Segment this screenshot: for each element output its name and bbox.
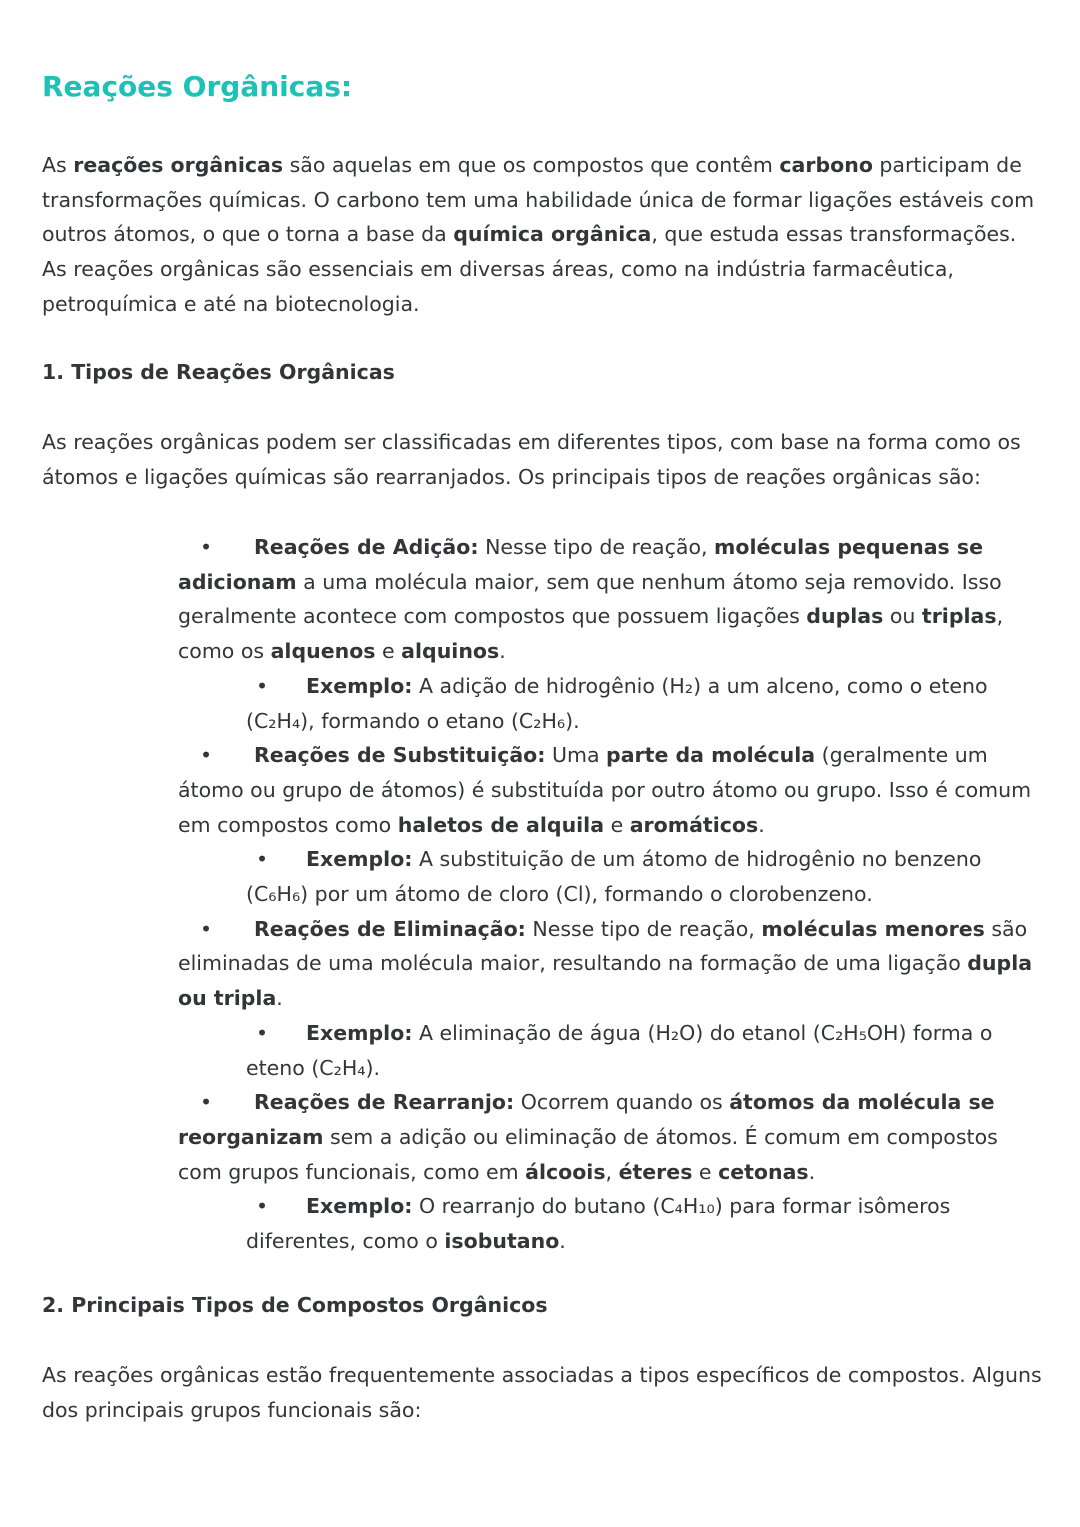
item-text: Nesse tipo de reação, (525, 916, 762, 941)
item-text: a uma molécula maior, sem que nenhum átomo seja removido. Isso geralmente acontece com compostos que possuem ligações (178, 569, 1002, 629)
item-bold: moléculas pequenas se adicionam (178, 535, 983, 594)
intro-text-1: As (42, 153, 74, 177)
example-label: Exemplo: (306, 1194, 413, 1219)
item-text: e (692, 1159, 719, 1184)
item-bold: haletos de alquila (397, 812, 605, 837)
intro-text-2: são aquelas em que os compostos que contêm (283, 153, 780, 177)
bullet-icon: • (200, 743, 213, 768)
item-bold: aromáticos (629, 812, 759, 837)
item-bold: moléculas menores (761, 916, 985, 941)
list-item-adicao (178, 530, 1038, 669)
item-text: sem a adição ou eliminação de átomos. É comum em compostos com grupos funcionais, como em (178, 1124, 998, 1184)
intro-text-4: , que estuda essas transformações. As reações orgânicas são essenciais em diversas áreas, como na indústria farmacêutica, petroquímica e até na biotecnologia. (42, 222, 1017, 316)
example-label: Exemplo: (306, 847, 413, 872)
example-text: O rearranjo do butano (C₄H₁₀) para formar isômeros diferentes, como o (246, 1194, 951, 1254)
item-text: ou (883, 604, 922, 629)
list-item-substituicao (178, 738, 1038, 842)
intro-bold-1: reações orgânicas (73, 153, 284, 177)
item-text: Nesse tipo de reação, (478, 535, 715, 559)
section-1-paragraph: As reações orgânicas podem ser classificadas em diferentes tipos, com base na forma como os átomos e ligações químicas são rearranjados. Os principais tipos de reações orgânicas são: (42, 430, 1021, 489)
section-2-paragraph: As reações orgânicas estão frequentemente associadas a tipos específicos de compostos. Alguns dos principais grupos funcionais são: (42, 1363, 1042, 1422)
bullet-icon: • (256, 1020, 269, 1045)
item-bold: duplas (806, 604, 884, 629)
example-item-adicao (246, 669, 1026, 738)
item-text: , (605, 1159, 619, 1184)
item-text: Ocorrem quando os (514, 1090, 730, 1115)
example-label: Exemplo: (306, 673, 413, 698)
item-text: . (276, 986, 283, 1011)
bullet-icon: • (256, 673, 269, 698)
item-text: . (808, 1159, 816, 1184)
item-bold: dupla ou tripla (178, 951, 1033, 1011)
item-bold: alquinos (401, 639, 500, 664)
item-label: Reações de Rearranjo: (254, 1090, 515, 1115)
example-item-rearranjo (246, 1189, 1026, 1258)
example-bold: isobutano (444, 1229, 560, 1254)
item-text: , como os (178, 604, 1004, 664)
section-1-heading: 1. Tipos de Reações Orgânicas (42, 360, 395, 384)
item-bold: átomos da molécula se reorganizam (178, 1090, 995, 1149)
page-title: Reações Orgânicas: (42, 70, 353, 103)
bullet-icon: • (256, 1194, 269, 1219)
item-text: (geralmente um átomo ou grupo de átomos) é substituída por outro átomo ou grupo. Isso é comum em compostos como (178, 743, 1032, 837)
section-2-heading: 2. Principais Tipos de Compostos Orgânicos (42, 1293, 548, 1317)
item-label: Reações de Adição: (254, 535, 479, 559)
example-item-substituicao (246, 842, 1026, 911)
example-text: A adição de hidrogênio (H₂) a um alceno, como o eteno (C₂H₄), formando o etano (C₂H₆). (246, 673, 988, 733)
example-text: A eliminação de água (H₂O) do etanol (C₂H₅OH) forma o eteno (C₂H₄). (246, 1020, 993, 1080)
example-end: . (559, 1229, 566, 1254)
item-bold: cetonas (718, 1159, 809, 1184)
item-bold: parte da molécula (606, 743, 816, 768)
item-text: . (499, 639, 506, 664)
example-item-eliminacao (246, 1016, 1026, 1085)
item-text: . (758, 812, 765, 837)
bullet-icon: • (200, 916, 213, 941)
example-label: Exemplo: (306, 1020, 413, 1045)
bullet-icon: • (200, 1090, 213, 1115)
bullet-icon: • (256, 847, 269, 872)
item-bold: éteres (618, 1159, 693, 1184)
item-label: Reações de Substituição: (254, 743, 546, 768)
list-item-eliminacao (178, 912, 1038, 1016)
item-bold: alquenos (270, 639, 376, 664)
intro-bold-2: carbono (779, 153, 873, 177)
item-bold: álcoois (525, 1159, 606, 1184)
item-text: e (604, 812, 630, 837)
reaction-types-list (42, 530, 1042, 1259)
item-text: são eliminadas de uma molécula maior, resultando na formação de uma ligação (178, 916, 1028, 976)
item-label: Reações de Eliminação: (254, 916, 526, 941)
item-text: Uma (545, 743, 607, 768)
item-bold: triplas (921, 604, 997, 629)
bullet-icon: • (200, 535, 213, 559)
intro-text-3: participam de transformações químicas. O carbono tem uma habilidade única de formar ligações estáveis com outros átomos, o que o torna a base da (42, 153, 1035, 247)
item-text: e (375, 639, 402, 664)
example-text: A substituição de um átomo de hidrogênio no benzeno (C₆H₆) por um átomo de cloro (Cl), formando o clorobenzeno. (246, 847, 982, 907)
list-item-rearranjo (178, 1085, 1038, 1189)
intro-paragraph (42, 148, 1042, 322)
intro-bold-3: química orgânica (453, 222, 652, 247)
